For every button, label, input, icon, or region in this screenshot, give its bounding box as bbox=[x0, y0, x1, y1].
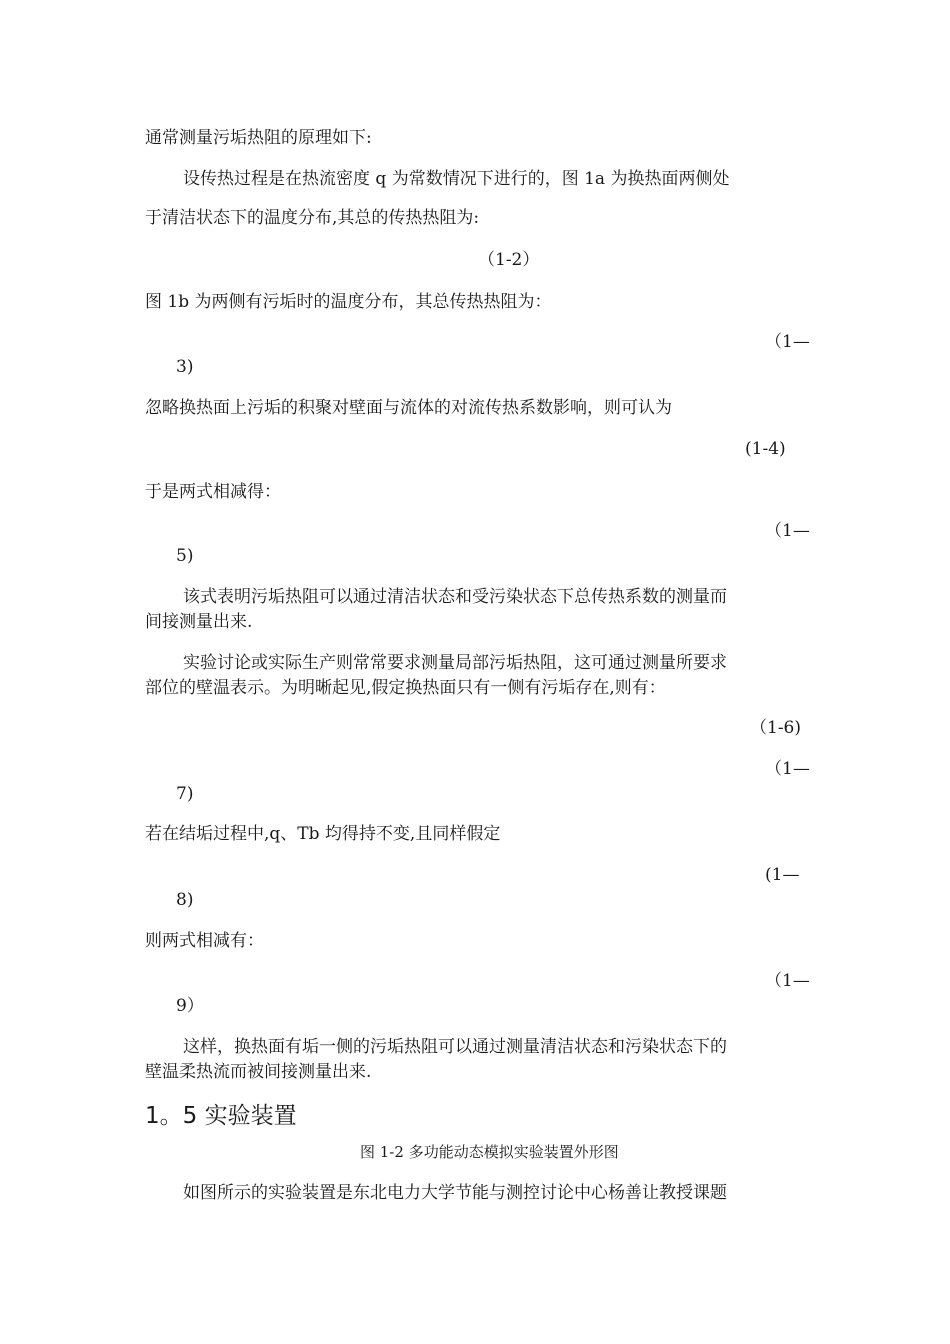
equation-number: （1-2） bbox=[478, 250, 540, 270]
equation-number: 8) bbox=[176, 890, 194, 910]
equation-number: （1— bbox=[765, 332, 810, 352]
paragraph-line: 部位的壁温表示。为明晰起见,假定换热面只有一侧有污垢存在,则有： bbox=[145, 678, 666, 698]
equation-number: 3) bbox=[176, 357, 194, 377]
paragraph-line: 通常测量污垢热阻的原理如下: bbox=[145, 128, 372, 148]
paragraph-line: 于清洁状态下的温度分布,其总的传热热阻为: bbox=[145, 208, 480, 228]
paragraph-line: 该式表明污垢热阻可以通过清洁状态和受污染状态下总传热系数的测量而 bbox=[183, 587, 727, 607]
equation-number: (1— bbox=[765, 865, 800, 885]
section-heading: 1。5 实验装置 bbox=[145, 1103, 297, 1129]
equation-number: 9） bbox=[176, 996, 204, 1016]
equation-number: 5) bbox=[176, 546, 194, 566]
paragraph-line: 于是两式相减得： bbox=[145, 482, 281, 502]
equation-number: (1-4) bbox=[745, 439, 786, 459]
paragraph-line: 如图所示的实验装置是东北电力大学节能与测控讨论中心杨善让教授课题 bbox=[183, 1183, 727, 1203]
paragraph-line: 设传热过程是在热流密度 q 为常数情况下进行的，图 1a 为换热面两侧处 bbox=[183, 169, 730, 189]
equation-number: 7) bbox=[176, 784, 194, 804]
equation-number: （1— bbox=[765, 759, 810, 779]
paragraph-line: 这样，换热面有垢一侧的污垢热阻可以通过测量清洁状态和污染状态下的 bbox=[183, 1037, 727, 1057]
equation-number: （1— bbox=[765, 971, 810, 991]
paragraph-line: 壁温柔热流而被间接测量出来. bbox=[145, 1062, 372, 1082]
paragraph-line: 实验讨论或实际生产则常常要求测量局部污垢热阻，这可通过测量所要求 bbox=[183, 653, 727, 673]
paragraph-line: 若在结垢过程中,q、Tb 均得持不变,且同样假定 bbox=[145, 824, 501, 844]
paragraph-line: 则两式相减有： bbox=[145, 931, 264, 951]
equation-number: （1— bbox=[765, 521, 810, 541]
equation-number: （1-6) bbox=[750, 718, 802, 738]
paragraph-line: 间接测量出来. bbox=[145, 612, 253, 632]
figure-caption: 图 1-2 多功能动态模拟实验装置外形图 bbox=[360, 1143, 619, 1161]
paragraph-line: 图 1b 为两侧有污垢时的温度分布，其总传热热阻为： bbox=[145, 292, 552, 312]
paragraph-line: 忽略换热面上污垢的积聚对壁面与流体的对流传热系数影响，则可认为 bbox=[145, 398, 672, 418]
